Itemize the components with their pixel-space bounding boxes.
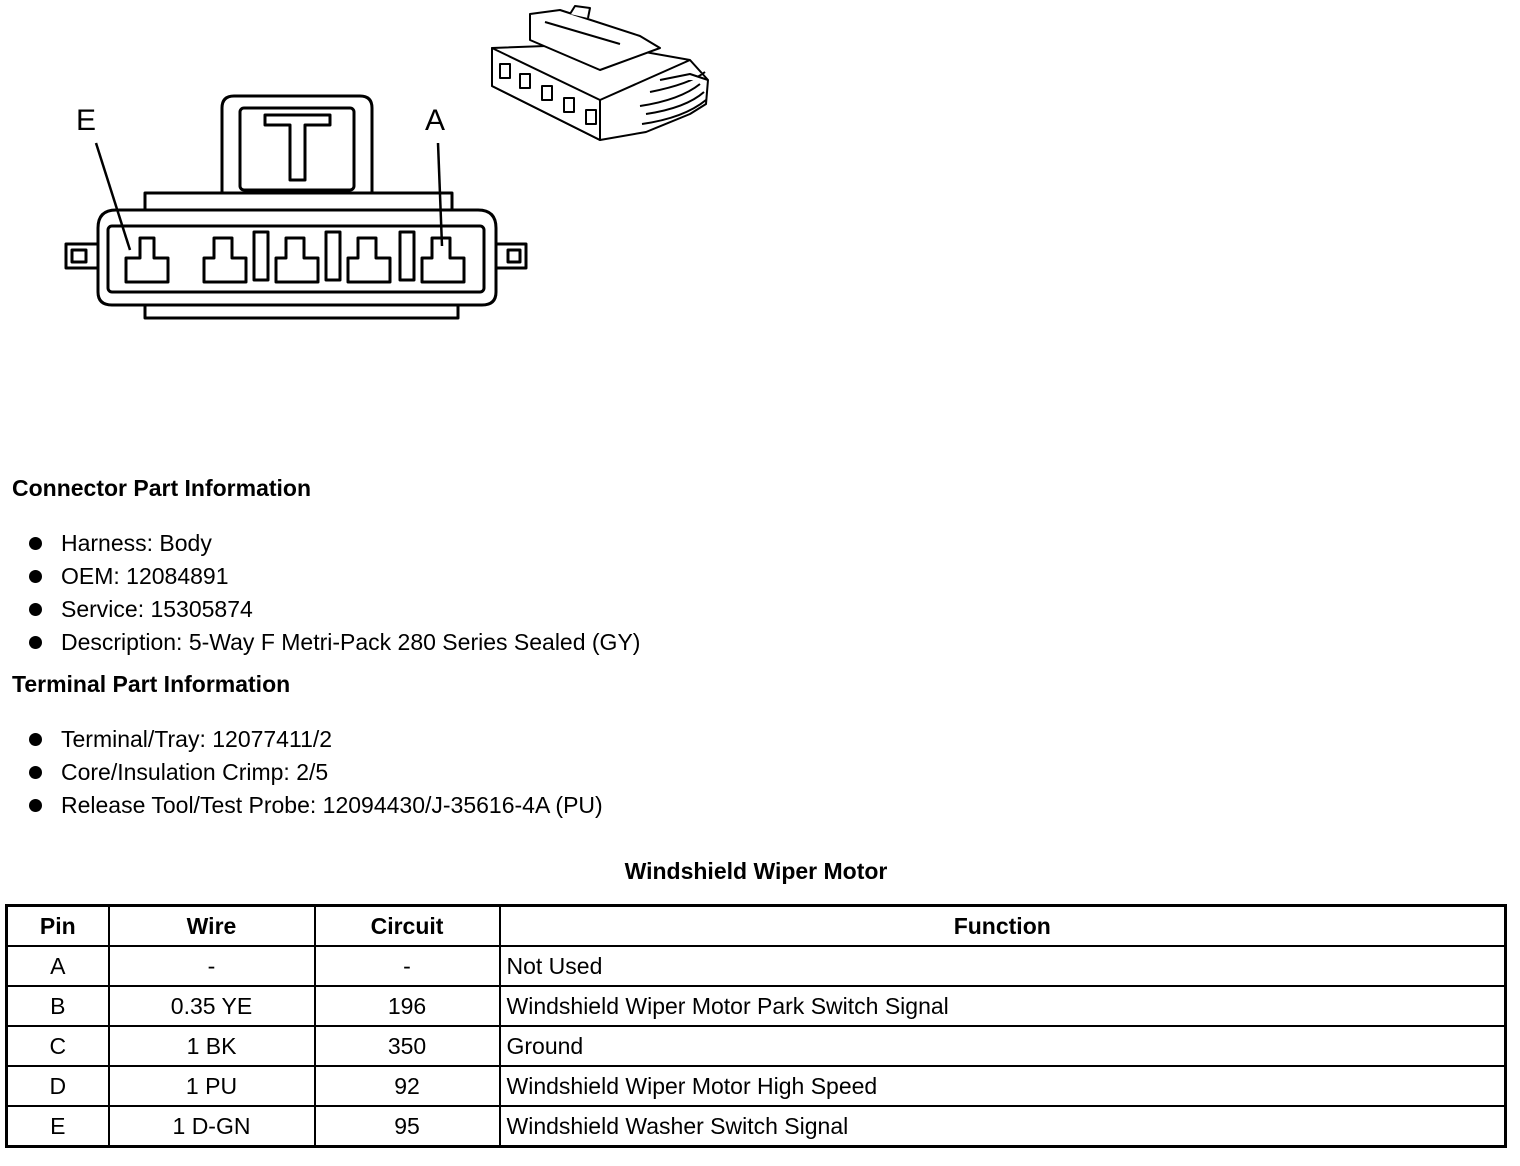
header-wire: Wire <box>109 906 315 947</box>
cell-pin: A <box>7 946 109 986</box>
pinout-table <box>5 904 1507 1148</box>
terminal-info-heading: Terminal Part Information <box>12 671 291 697</box>
cell-wire: - <box>109 946 315 986</box>
cell-pin: E <box>7 1106 109 1147</box>
cell-wire: 1 PU <box>109 1066 315 1106</box>
connector-face-drawing <box>0 0 740 340</box>
connector-info-heading: Connector Part Information <box>12 475 312 501</box>
header-pin: Pin <box>7 906 109 947</box>
cell-pin: B <box>7 986 109 1026</box>
cell-function: Windshield Wiper Motor Park Switch Signal <box>500 986 1506 1026</box>
cell-circuit: 196 <box>315 986 500 1026</box>
cell-pin: C <box>7 1026 109 1066</box>
pin-label-a: A <box>425 104 446 137</box>
cell-circuit: - <box>315 946 500 986</box>
list-item: Harness: Body <box>26 527 640 560</box>
connector-info-list <box>26 527 640 659</box>
table-row <box>7 1066 1506 1106</box>
connector-3d-illustration <box>492 6 708 140</box>
cell-wire: 0.35 YE <box>109 986 315 1026</box>
table-header-row <box>7 906 1506 947</box>
table-row <box>7 946 1506 986</box>
cell-wire: 1 D-GN <box>109 1106 315 1147</box>
header-function: Function <box>500 906 1506 947</box>
table-row <box>7 986 1506 1026</box>
cell-function: Ground <box>500 1026 1506 1066</box>
pin-label-e: E <box>76 104 97 137</box>
terminal-info-list <box>26 723 603 822</box>
list-item: Description: 5-Way F Metri-Pack 280 Series Sealed (GY) <box>26 626 640 659</box>
cell-pin: D <box>7 1066 109 1106</box>
table-row <box>7 1026 1506 1066</box>
cell-wire: 1 BK <box>109 1026 315 1066</box>
list-item: Service: 15305874 <box>26 593 640 626</box>
header-circuit: Circuit <box>315 906 500 947</box>
connector-diagram <box>0 0 740 340</box>
list-item: Release Tool/Test Probe: 12094430/J-35616-4A (PU) <box>26 789 603 822</box>
cell-function: Not Used <box>500 946 1506 986</box>
list-item: OEM: 12084891 <box>26 560 640 593</box>
cell-circuit: 95 <box>315 1106 500 1147</box>
table-row <box>7 1106 1506 1147</box>
cell-function: Windshield Washer Switch Signal <box>500 1106 1506 1147</box>
list-item: Core/Insulation Crimp: 2/5 <box>26 756 603 789</box>
cell-function: Windshield Wiper Motor High Speed <box>500 1066 1506 1106</box>
cell-circuit: 350 <box>315 1026 500 1066</box>
cell-circuit: 92 <box>315 1066 500 1106</box>
list-item: Terminal/Tray: 12077411/2 <box>26 723 603 756</box>
table-title: Windshield Wiper Motor <box>624 858 888 884</box>
